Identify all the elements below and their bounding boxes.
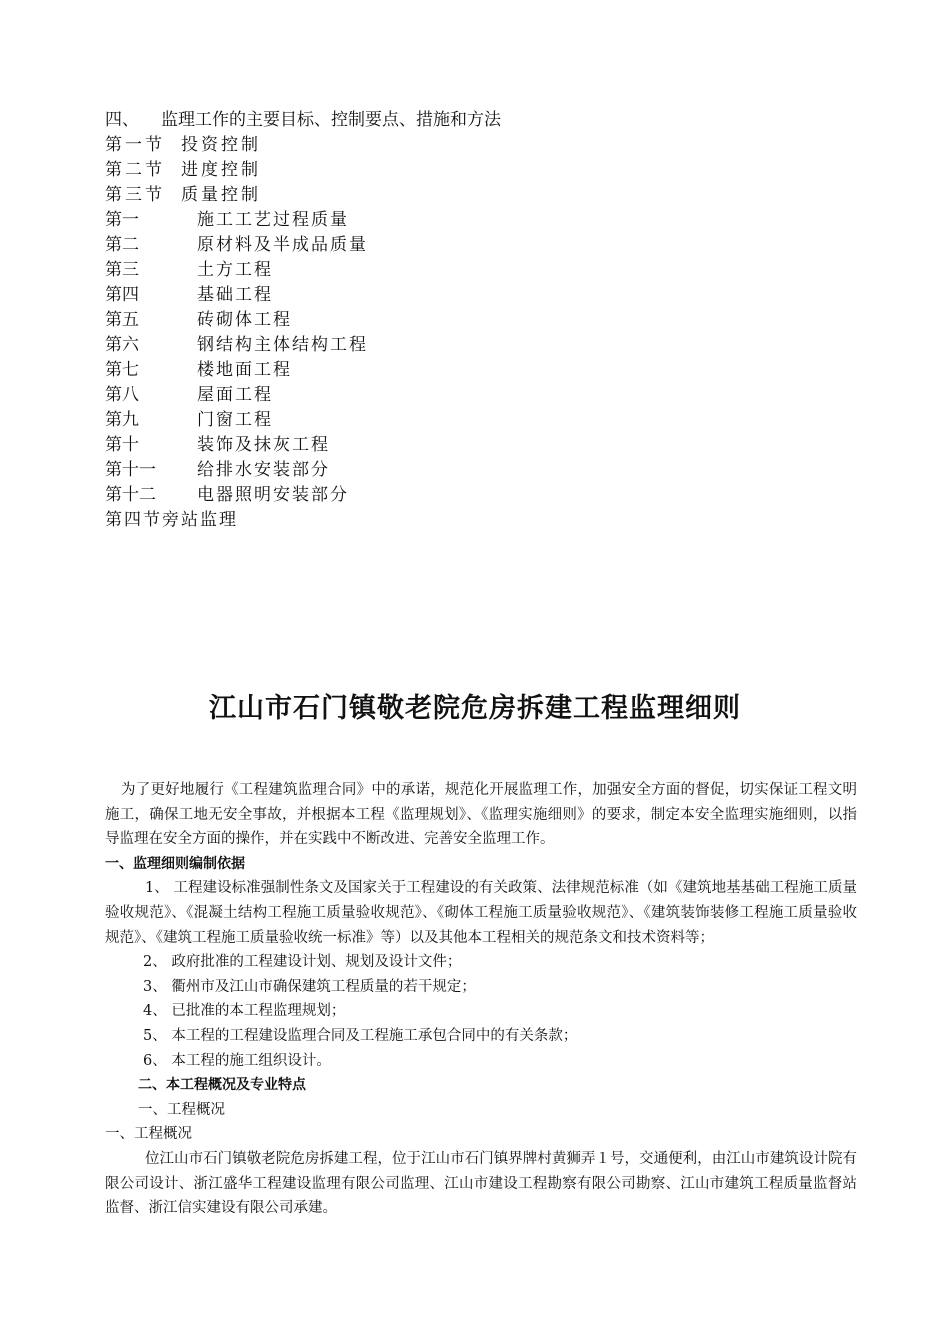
basis-item: 5、 本工程的工程建设监理合同及工程施工承包合同中的有关条款；	[143, 1027, 578, 1044]
toc-row	[105, 408, 845, 433]
toc-row	[105, 158, 845, 183]
toc-row	[105, 508, 845, 533]
toc-number: 四、	[105, 110, 139, 130]
toc-row	[105, 108, 845, 133]
toc-row	[105, 133, 845, 158]
toc-number: 第十一	[105, 460, 156, 480]
basis-item: 1、 工程建设标准强制性条文及国家关于工程建设的有关政策、法律规范标准（如《建筑地基基础工程施工质量验收规范》、《混凝土结构工程施工质量验收规范》、《砌体工程施工质量验收规范》、《建筑装饰装修工程施工质量验收规范》、《建筑工程施工质量验收统一标准》等）以及其他本工程相关的规范条文和技术资料等；	[105, 880, 857, 946]
toc-title: 屋面工程	[197, 385, 273, 405]
toc-title: 砖砌体工程	[197, 310, 292, 330]
toc-title: 质量控制	[181, 185, 261, 205]
toc-number: 第三	[105, 260, 139, 280]
toc-title: 土方工程	[197, 260, 273, 280]
toc-number: 第一	[105, 210, 139, 230]
overview-paragraph: 位江山市石门镇敬老院危房拆建工程，位于江山市石门镇界牌村黄狮弄１号，交通便利，由江山市建筑设计院有限公司设计、浙江盛华工程建设监理有限公司监理、江山市建设工程勘察有限公司勘察、江山市建筑工程质量监督站监督、浙江信实建设有限公司承建。	[105, 1150, 857, 1217]
toc-title: 门窗工程	[197, 410, 273, 430]
toc-number: 第八	[105, 385, 139, 405]
toc-row	[105, 258, 845, 283]
toc-title: 进度控制	[181, 160, 261, 180]
toc-number: 第十二	[105, 485, 156, 505]
toc-number: 第六	[105, 335, 139, 355]
basis-item: 2、 政府批准的工程建设计划、规划及设计文件；	[143, 954, 462, 971]
toc-number: 第十	[105, 435, 139, 455]
toc-row	[105, 458, 845, 483]
toc-title: 钢结构主体结构工程	[197, 335, 368, 355]
toc-row	[105, 433, 845, 458]
toc-number: 第四	[105, 285, 139, 305]
toc-row	[105, 383, 845, 408]
basis-item: 4、 已批准的本工程监理规划；	[143, 1003, 346, 1020]
toc-number: 第一节	[105, 135, 165, 155]
toc-title: 监理工作的主要目标、控制要点、措施和方法	[161, 110, 501, 130]
toc-row	[105, 333, 845, 358]
toc-title: 装饰及抹灰工程	[197, 435, 330, 455]
toc-title: 电器照明安装部分	[197, 485, 349, 505]
document-body	[105, 778, 857, 1221]
toc-row	[105, 308, 845, 333]
toc-number: 第七	[105, 360, 139, 380]
toc-row	[105, 283, 845, 308]
toc-number: 第二	[105, 235, 139, 255]
toc-row	[105, 208, 845, 233]
table-of-contents	[105, 108, 845, 533]
section-heading: 一、监理细则编制依据	[105, 855, 245, 872]
subsection-heading: 一、工程概况	[138, 1101, 225, 1118]
document-title: 江山市石门镇敬老院危房拆建工程监理细则	[209, 693, 741, 724]
toc-number: 第九	[105, 410, 139, 430]
toc-row	[105, 183, 845, 208]
toc-title: 基础工程	[197, 285, 273, 305]
toc-title: 给排水安装部分	[197, 460, 330, 480]
toc-number: 第五	[105, 310, 139, 330]
toc-row	[105, 358, 845, 383]
toc-number: 第二节	[105, 160, 165, 180]
section-heading: 二、本工程概况及专业特点	[138, 1077, 306, 1094]
toc-row	[105, 233, 845, 258]
basis-item: 6、 本工程的施工组织设计。	[143, 1052, 331, 1069]
intro-paragraph: 为了更好地履行《工程建筑监理合同》中的承诺，规范化开展监理工作，加强安全方面的督促，切实保证工程文明施工，确保工地无安全事故，并根据本工程《监理规划》、《监理实施细则》的要求，制定本安全监理实施细则，以指导监理在安全方面的操作，并在实践中不断改进、完善安全监理工作。	[105, 782, 857, 848]
toc-title: 原材料及半成品质量	[197, 235, 368, 255]
toc-row	[105, 483, 845, 508]
toc-number: 第三节	[105, 185, 165, 205]
toc-title: 楼地面工程	[197, 360, 292, 380]
toc-number: 第四节旁站监理	[105, 510, 238, 530]
toc-title: 施工工艺过程质量	[197, 210, 349, 230]
subsection-heading: 一、工程概况	[105, 1126, 192, 1143]
toc-title: 投资控制	[181, 135, 261, 155]
basis-item: 3、 衢州市及江山市确保建筑工程质量的若干规定；	[143, 978, 476, 995]
